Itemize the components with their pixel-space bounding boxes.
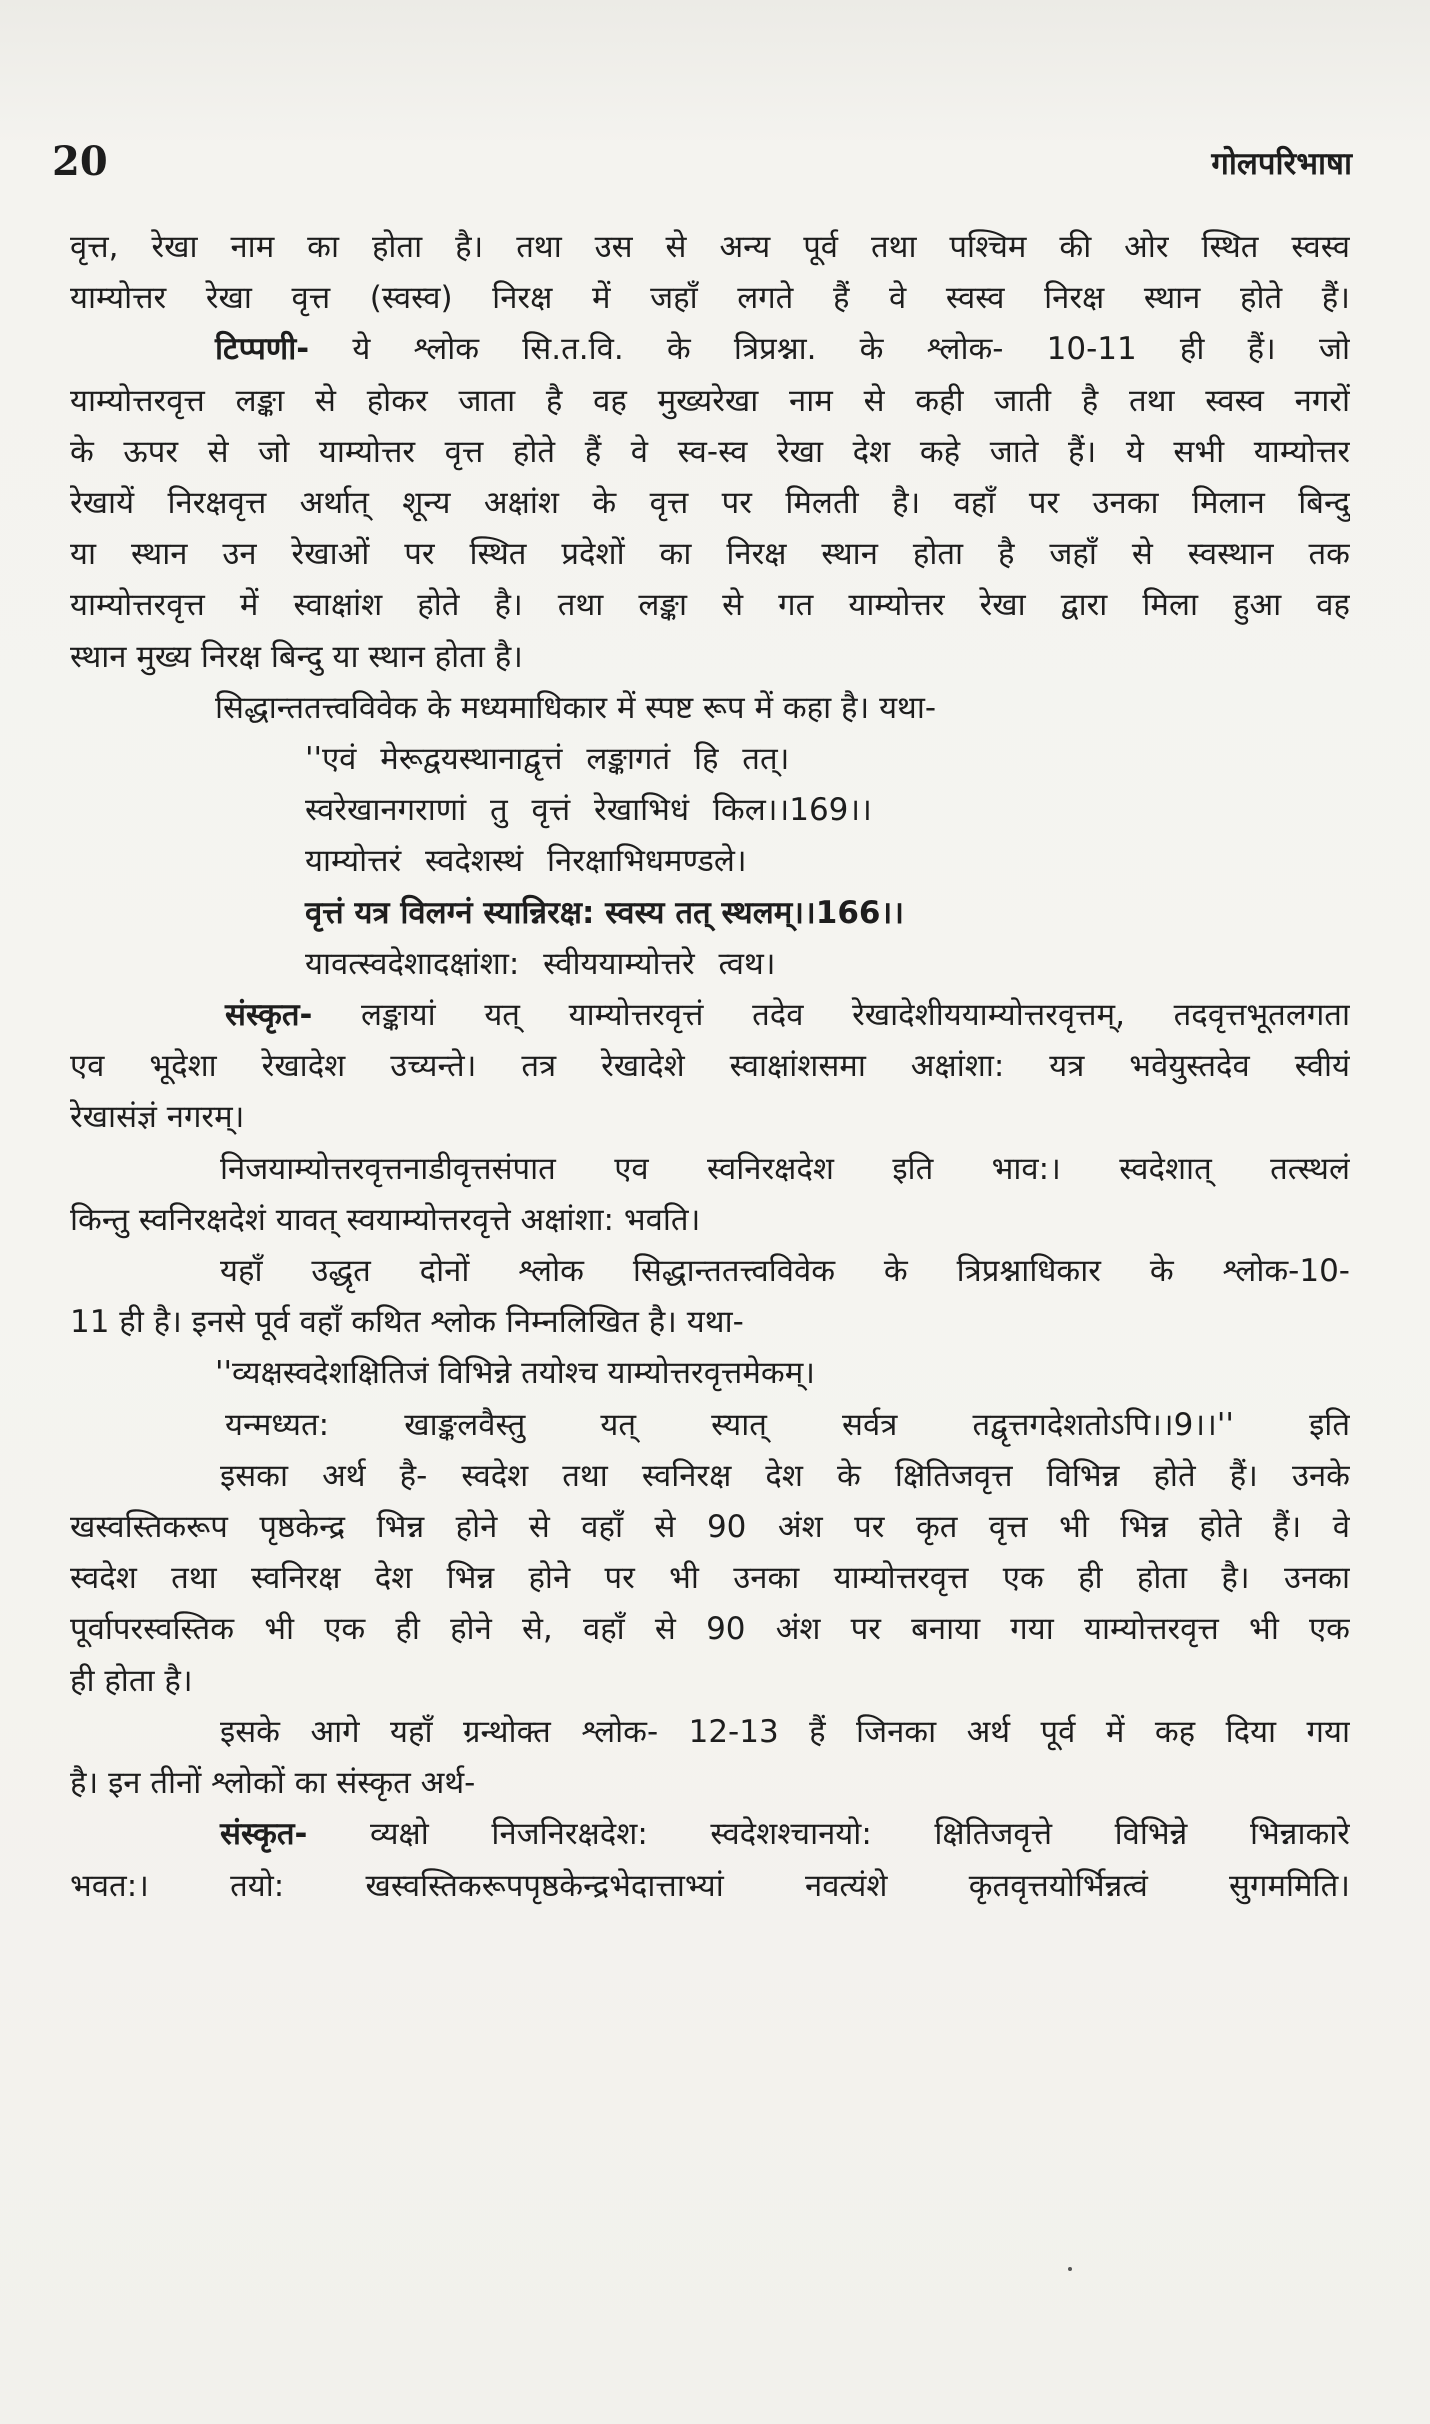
text-line: स्थान मुख्य निरक्ष बिन्दु या स्थान होता है। [70, 638, 523, 675]
text-line: एव भूदेशा रेखादेश उच्यन्ते। तत्र रेखादेशे स्वाक्षांशसमा अक्षांशा: यत्र भवेयुस्तदेव स्वीयं [70, 1048, 1350, 1085]
text-line: यहाँ उद्धृत दोनों श्लोक सिद्धान्ततत्त्वविवेक के त्रिप्रश्नाधिकार के श्लोक-10- [220, 1253, 1350, 1290]
verse-line: वृत्तं यत्र विलग्नं स्यान्निरक्ष: स्वस्य तत् स्थलम्।।166।। [305, 894, 904, 931]
text-line [70, 324, 1350, 375]
text-line: वृत्त, रेखा नाम का होता है। तथा उस से अन्य पूर्व तथा पश्चिम की ओर स्थित स्वस्व [70, 229, 1350, 265]
text-line: सिद्धान्ततत्त्वविवेक के मध्यमाधिकार में स्पष्ट रूप में कहा है। यथा- [215, 689, 937, 726]
text-line [70, 1809, 1350, 1860]
text-line: खस्वस्तिकरूप पृष्ठकेन्द्र भिन्न होने से वहाँ से 90 अंश पर कृत वृत्त भी भिन्न होते हैं। वे [70, 1509, 1350, 1546]
text-line: या स्थान उन रेखाओं पर स्थित प्रदेशों का निरक्ष स्थान होता है जहाँ से स्वस्थान तक [70, 536, 1350, 573]
text-line: स्वदेश तथा स्वनिरक्ष देश भिन्न होने पर भी उनका याम्योत्तरवृत्त एक ही होता है। उनका [70, 1560, 1350, 1597]
text-line: रेखायें निरक्षवृत्त अर्थात् शून्य अक्षांश के वृत्त पर मिलती है। वहाँ पर उनका मिलान बिन्दु [70, 485, 1350, 522]
text-line: है। इन तीनों श्लोकों का संस्कृत अर्थ- [70, 1765, 476, 1802]
text-line: रेखासंज्ञं नगरम्। [70, 1099, 245, 1136]
verse-line: याम्योत्तरं स्वदेशस्थं निरक्षाभिधमण्डले। [305, 843, 747, 880]
text-line: इसके आगे यहाँ ग्रन्थोक्त श्लोक- 12-13 हैं जिनका अर्थ पूर्व में कह दिया गया [220, 1713, 1350, 1750]
verse-line: यावत्स्वदेशादक्षांशा: स्वीययाम्योत्तरे त्वथ। [305, 945, 776, 982]
verse-line: ''व्यक्षस्वदेशक्षितिजं विभिन्ने तयोश्च याम्योत्तरवृत्तमेकम्। [215, 1355, 815, 1392]
text-line: निजयाम्योत्तरवृत्तनाडीवृत्तसंपात एव स्वनिरक्षदेश इति भाव:। स्वदेशात् तत्स्थलं [220, 1150, 1350, 1187]
text-line: 11 ही है। इनसे पूर्व वहाँ कथित श्लोक निम्नलिखित है। यथा- [70, 1304, 744, 1341]
sanskrit-label: संस्कृत- [225, 997, 313, 1034]
page-header [52, 138, 1352, 198]
tippani-label: टिप्पणी- [215, 331, 310, 368]
text-line: इसका अर्थ है- स्वदेश तथा स्वनिरक्ष देश के क्षितिजवृत्त विभिन्न होते हैं। उनके [220, 1457, 1350, 1494]
text-line: याम्योत्तर रेखा वृत्त (स्वस्व) निरक्ष में जहाँ लगते हैं वे स्वस्व निरक्ष स्थान होते हैं। [70, 280, 1350, 317]
text-span: ये श्लोक सि.त.वि. के त्रिप्रश्ना. के श्लोक- 10-11 ही हैं। जो [352, 331, 1350, 368]
text-line: के ऊपर से जो याम्योत्तर वृत्त होते हैं वे स्व-स्व रेखा देश कहे जाते हैं। ये सभी याम्योत्तर [70, 433, 1350, 470]
sanskrit-label: संस्कृत- [220, 1816, 308, 1853]
verse-line: यन्मध्यत: खाङ्कलवैस्तु यत् स्यात् सर्वत्र तद्वृत्तगदेशतोऽपि।।9।।'' इति [225, 1406, 1350, 1443]
page-number: 20 [52, 138, 108, 185]
running-title: गोलपरिभाषा [1211, 146, 1352, 182]
text-line: भवत:। तयो: खस्वस्तिकरूपपृष्ठकेन्द्रभेदात्ताभ्यां नवत्यंशे कृतवृत्तयोर्भिन्नत्वं सुगममिति। [70, 1867, 1350, 1904]
text-line: याम्योत्तरवृत्त लङ्का से होकर जाता है वह मुख्यरेखा नाम से कही जाती है तथा स्वस्व नगरों [70, 382, 1350, 419]
text-line: किन्तु स्वनिरक्षदेशं यावत् स्वयाम्योत्तरवृत्ते अक्षांशा: भवति। [70, 1201, 701, 1238]
page-body [70, 222, 1350, 1912]
text-line [70, 990, 1350, 1041]
text-line: पूर्वापरस्वस्तिक भी एक ही होने से, वहाँ से 90 अंश पर बनाया गया याम्योत्तरवृत्त भी एक [70, 1611, 1350, 1648]
paper-speck [1068, 2267, 1072, 2271]
text-line: याम्योत्तरवृत्त में स्वाक्षांश होते है। तथा लङ्का से गत याम्योत्तर रेखा द्वारा मिला हुआ वह [70, 587, 1350, 624]
verse-line: स्वरेखानगराणां तु वृत्तं रेखाभिधं किल।।169।। [305, 792, 872, 829]
text-line: ही होता है। [70, 1662, 193, 1699]
verse-line: ''एवं मेरूद्वयस्थानाद्वृत्तं लङ्कागतं हि तत्। [305, 741, 790, 778]
text-span: व्यक्षो निजनिरक्षदेश: स्वदेशश्चानयो: क्षितिजवृत्ते विभिन्ने भिन्नाकारे [369, 1816, 1350, 1853]
text-span: लङ्कायां यत् याम्योत्तरवृत्तं तदेव रेखादेशीययाम्योत्तरवृत्तम्, तदवृत्तभूतलगता [361, 997, 1350, 1034]
